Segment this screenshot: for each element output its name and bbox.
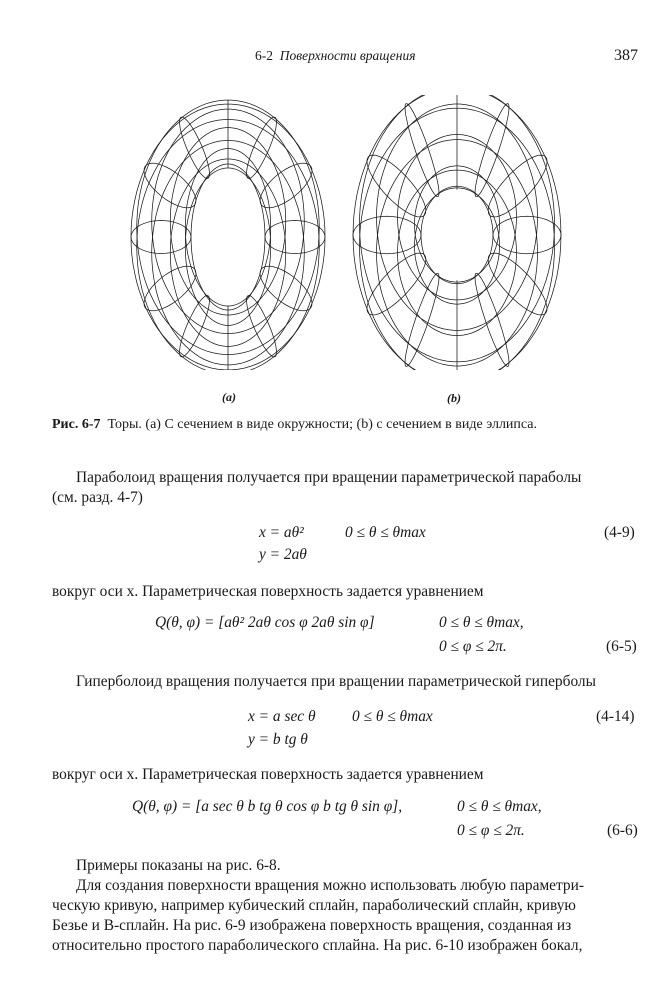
torus-cross-section-line <box>180 296 210 357</box>
equation-4-14-range: 0 ≤ θ ≤ θmax <box>352 708 433 725</box>
torus-cross-section-line <box>488 253 547 315</box>
paragraph-line: вокруг оси x. Параметрическая поверхность задается уравнением <box>52 583 484 600</box>
figure-label-b: (b) <box>447 391 461 405</box>
section-number: 6-2 <box>255 48 273 63</box>
figure-caption-text: Торы. (a) С сечением в виде окружности; (b) с сечением в виде эллипса. <box>107 417 538 432</box>
torus-cross-section-line <box>247 296 277 357</box>
equation-6-6-range-theta: 0 ≤ θ ≤ θmax, <box>457 798 542 815</box>
equation-6-6-lhs: Q(θ, φ) = [a sec θ b tg θ cos φ b tg θ sin φ], <box>132 798 403 815</box>
equation-4-14-x: x = a sec θ <box>248 708 316 725</box>
equation-4-9-range: 0 ≤ θ ≤ θmax <box>345 524 426 541</box>
torus-cross-section-line <box>367 155 426 217</box>
equation-6-5-range-theta: 0 ≤ θ ≤ θmax, <box>439 614 524 631</box>
equation-4-9-x: x = aθ² <box>259 524 304 541</box>
equation-6-6-range-phi: 0 ≤ φ ≤ 2π. <box>457 822 525 839</box>
torus-cross-section-line <box>131 221 191 254</box>
paragraph-line: Параболоид вращения получается при вращении параметрической параболы <box>76 469 582 486</box>
paragraph-line: относительно простого параболического сплайна. На рис. 6-10 изображен бокал, <box>52 937 583 954</box>
page-number: 387 <box>614 47 638 64</box>
torus-cross-section-line <box>180 117 210 178</box>
torus-ellipse-section-figure <box>352 95 562 370</box>
paragraph-line: Примеры показаны на рис. 6-8. <box>76 857 281 874</box>
torus-cross-section-line <box>493 216 561 253</box>
paragraph-line: (см. разд. 4-7) <box>52 489 143 506</box>
figure-caption-prefix: Рис. 6-7 <box>52 417 101 432</box>
paragraph-line: Безье и В-сплайн. На рис. 6-9 изображена поверхность вращения, созданная из <box>52 917 572 934</box>
paragraph-line: Гиперболоид вращения получается при вращении параметрической гиперболы <box>76 673 596 690</box>
equation-6-5-number: (6-5) <box>606 638 637 655</box>
equation-6-6-number: (6-6) <box>607 822 638 839</box>
torus-cross-section-line <box>265 221 325 254</box>
equation-4-14-number: (4-14) <box>596 708 635 725</box>
equation-4-9-number: (4-9) <box>604 524 635 541</box>
equation-4-9-y: y = 2aθ <box>259 546 307 563</box>
torus-parallel-line <box>421 186 493 283</box>
torus-cross-section-line <box>367 253 426 315</box>
torus-cross-section-line <box>353 216 421 253</box>
figure-caption <box>52 417 537 433</box>
paragraph-line: ческую кривую, например кубический сплайн, параболический сплайн, кривую <box>52 897 576 914</box>
torus-cross-section-line <box>247 117 277 178</box>
section-title: Поверхности вращения <box>279 48 416 63</box>
equation-4-14-y: y = b tg θ <box>248 731 308 748</box>
torus-cross-section-line <box>488 155 547 217</box>
equation-6-5-lhs: Q(θ, φ) = [aθ² 2aθ cos φ 2aθ sin φ] <box>155 614 375 631</box>
torus-circle-section-figure <box>128 95 328 370</box>
torus-parallel-line <box>191 164 265 310</box>
figure-label-a: (a) <box>222 390 236 404</box>
running-header <box>255 48 416 64</box>
paragraph-line: вокруг оси x. Параметрическая поверхность задается уравнением <box>52 766 484 783</box>
paragraph-line: Для создания поверхности вращения можно использовать любую параметри- <box>76 877 584 894</box>
equation-6-5-range-phi: 0 ≤ φ ≤ 2π. <box>439 638 507 655</box>
